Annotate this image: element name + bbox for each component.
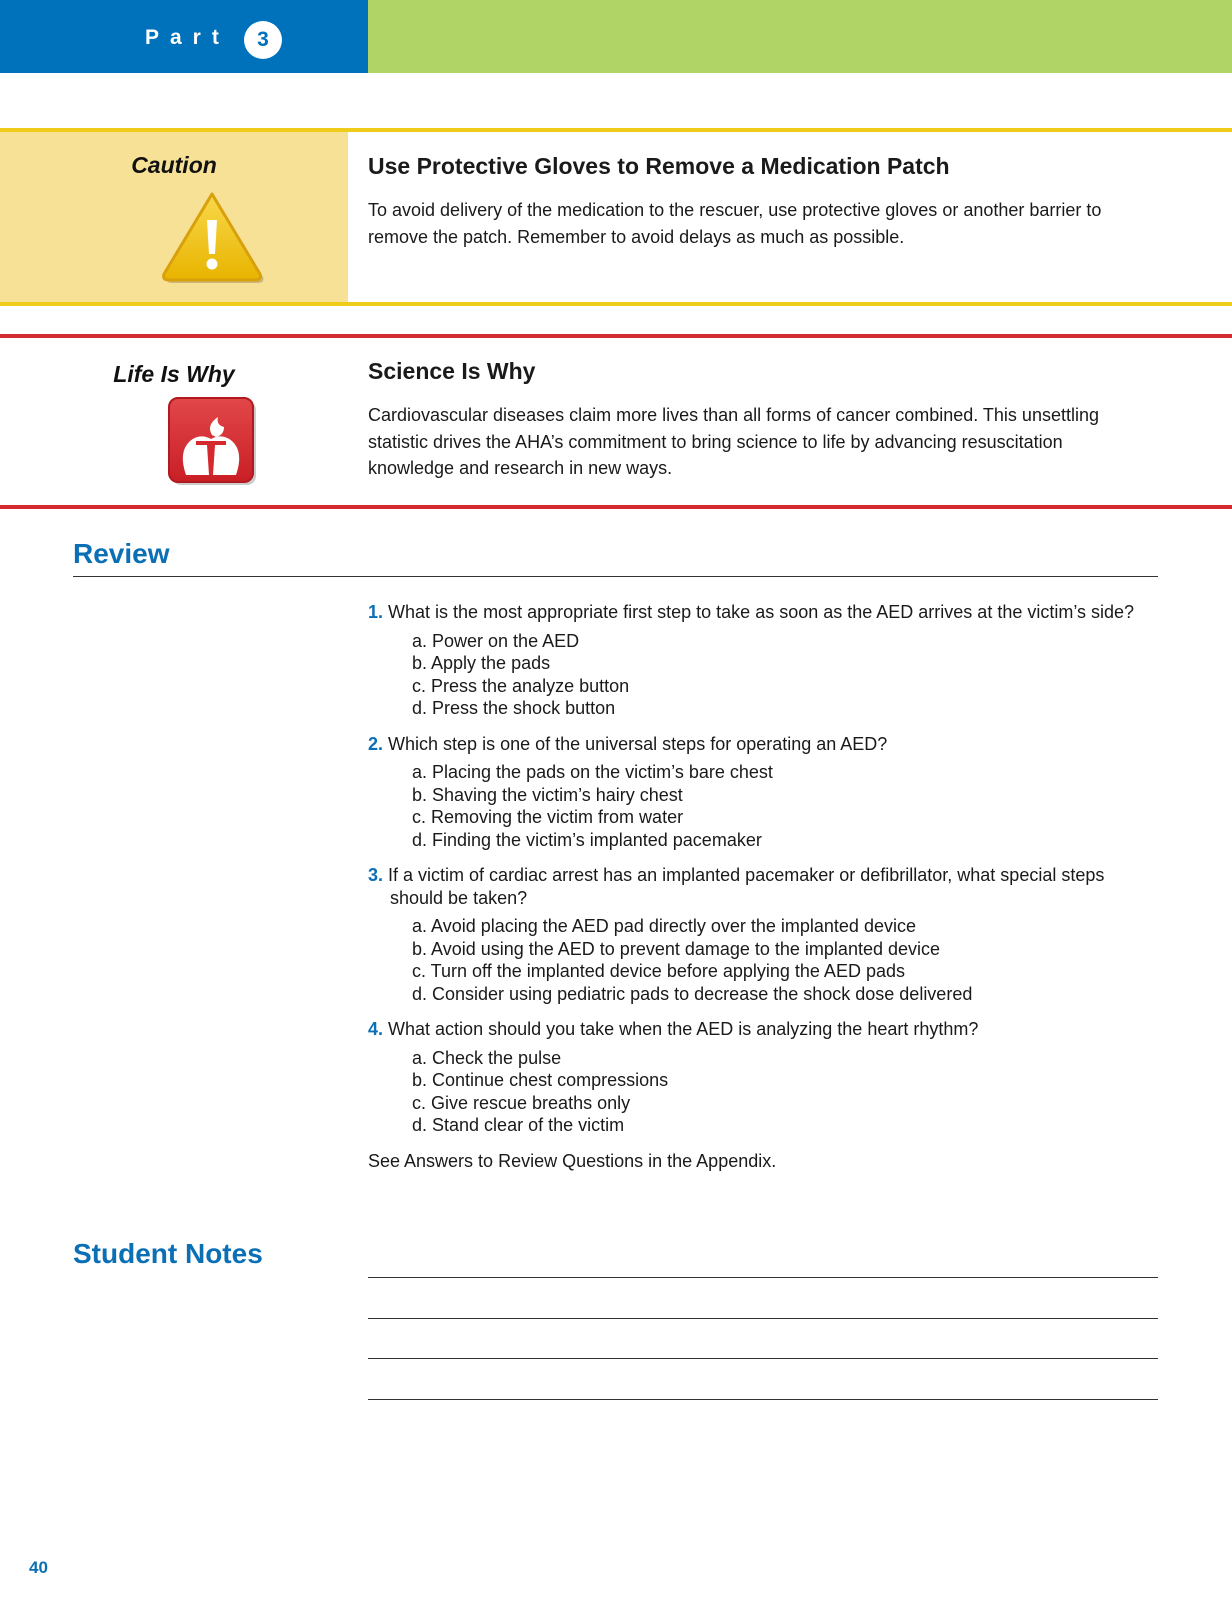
answer-option: d. Finding the victim’s implanted pacemaker (412, 829, 762, 850)
answer-option: c. Turn off the implanted device before applying the AED pads (412, 961, 905, 981)
question-text: What is the most appropriate first step to take as soon as the AED arrives at the victim’s side? (388, 602, 1135, 622)
answer-option: d. Press the shock button (412, 698, 616, 718)
part-label: Part (145, 26, 230, 49)
answer-option: c. Give rescue breaths only (412, 1092, 631, 1113)
page-number: 40 (29, 1558, 48, 1577)
caution-text: To avoid delivery of the medication to the rescuer, use protective gloves or another barrier to remove the patch. Remember to avoid delays as much as possible. (368, 200, 1102, 247)
answer-option: d. Stand clear of the victim (412, 1115, 625, 1135)
answer-option: c. Removing the victim from water (412, 807, 684, 827)
part-number: 3 (244, 21, 282, 59)
question-number: 1. (368, 602, 384, 622)
question-text: Which step is one of the universal steps for operating an AED? (388, 733, 888, 754)
question-1 (368, 601, 1148, 720)
question-text: What action should you take when the AED is analyzing the heart rhythm? (388, 1019, 979, 1039)
notes-line (368, 1277, 1158, 1278)
question-text: If a victim of cardiac arrest has an implanted pacemaker or defibrillator, what special steps should be taken? (388, 865, 1105, 908)
question-2 (368, 733, 1148, 852)
student-notes-heading: Student Notes (73, 1238, 263, 1269)
answer-option: a. Check the pulse (412, 1047, 562, 1068)
answer-option: a. Placing the pads on the victim’s bare chest (412, 762, 773, 782)
life-is-why-text: Cardiovascular diseases claim more lives than all forms of cancer combined. This unsettling statistic drives the AHA’s commitment to bring science to life by advancing resuscitation knowledge and research in new ways. (368, 405, 1099, 478)
answer-option: c. Press the analyze button (412, 675, 630, 696)
answer-option: b. Shaving the victim’s hairy chest (412, 784, 683, 805)
life-is-why-title: Science Is Why (368, 358, 536, 384)
caution-title: Use Protective Gloves to Remove a Medication Patch (368, 153, 950, 179)
review-footer-note: See Answers to Review Questions in the Appendix. (368, 1150, 777, 1171)
notes-line (368, 1399, 1158, 1400)
review-questions (368, 601, 1148, 1172)
warning-triangle-icon (160, 190, 264, 284)
review-heading: Review (73, 538, 170, 569)
answer-option: a. Power on the AED (412, 630, 580, 651)
question-4 (368, 1018, 1148, 1137)
torch-apple-icon (168, 397, 260, 489)
question-3 (368, 864, 1148, 1005)
answer-option: a. Avoid placing the AED pad directly over the implanted device (412, 916, 916, 936)
header-accent-bar (368, 0, 1232, 73)
notes-line (368, 1358, 1158, 1359)
answer-option: d. Consider using pediatric pads to decrease the shock dose delivered (412, 983, 973, 1004)
question-number: 3. (368, 865, 384, 885)
question-number: 2. (368, 733, 384, 754)
question-number: 4. (368, 1019, 384, 1039)
answer-option: b. Avoid using the AED to prevent damage to the implanted device (412, 938, 941, 959)
answer-option: b. Continue chest compressions (412, 1070, 669, 1090)
notes-line (368, 1318, 1158, 1319)
caution-label: Caution (131, 152, 217, 178)
answer-option: b. Apply the pads (412, 653, 551, 673)
review-divider (73, 576, 1158, 577)
life-is-why-label: Life Is Why (113, 361, 235, 387)
